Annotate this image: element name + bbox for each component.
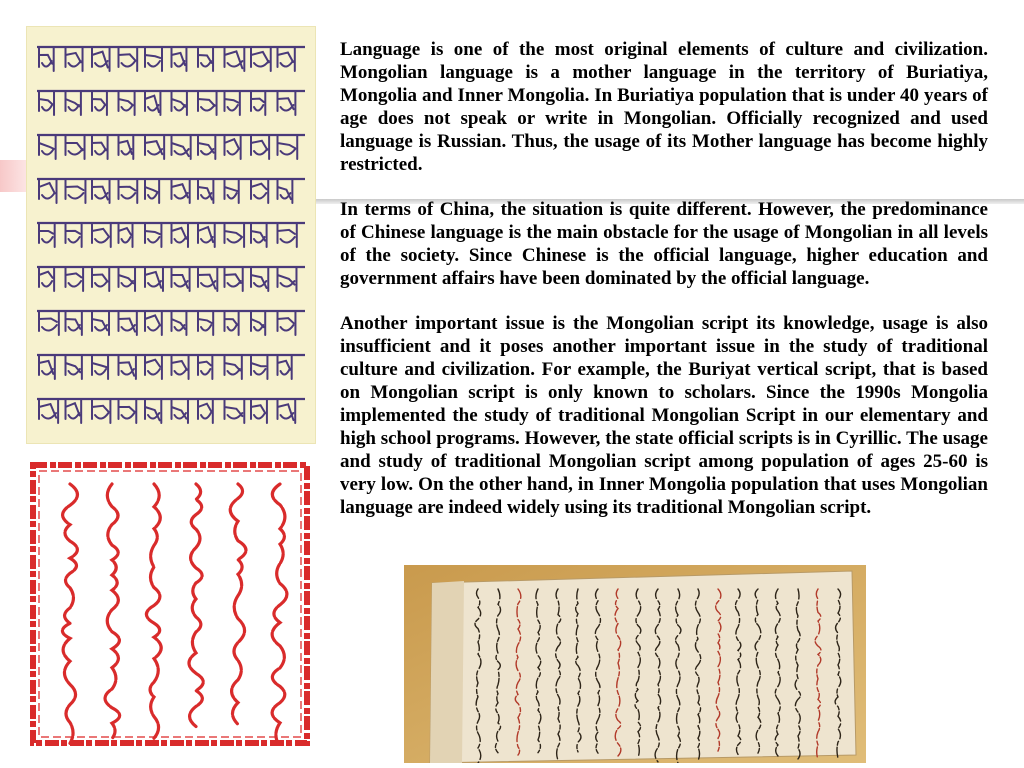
- square-script-glyph: [172, 267, 190, 291]
- square-script-glyph: [119, 135, 134, 159]
- square-script-glyph: [92, 267, 109, 291]
- square-script-glyph: [278, 311, 296, 335]
- square-script-glyph: [225, 355, 242, 379]
- square-script-glyph: [225, 399, 245, 423]
- square-script-glyph: [66, 267, 84, 291]
- square-script-glyph: [225, 135, 241, 159]
- square-script-glyph: [92, 179, 110, 203]
- square-script-glyph: [172, 399, 188, 423]
- square-script-glyph: [119, 311, 137, 335]
- square-script-glyph: [145, 311, 162, 335]
- square-script-glyph: [251, 267, 268, 291]
- square-script-glyph: [119, 223, 133, 247]
- square-script-glyph: [92, 399, 110, 423]
- square-script-glyph: [66, 47, 83, 71]
- square-script-glyph: [198, 311, 213, 335]
- square-script-glyph: [172, 311, 187, 335]
- square-script-glyph: [92, 223, 111, 247]
- square-script-glyph: [198, 223, 215, 247]
- square-script-glyph: [278, 355, 292, 379]
- square-script-glyph: [172, 223, 188, 247]
- body-text: [340, 38, 988, 541]
- square-script-glyph: [172, 179, 190, 203]
- square-script-glyphs: [27, 27, 315, 443]
- seal-glyphs: [30, 462, 310, 746]
- square-script-glyph: [119, 399, 137, 423]
- square-script-glyph: [39, 355, 55, 379]
- square-script-glyph: [66, 135, 85, 159]
- square-script-glyph: [198, 399, 213, 423]
- square-script-glyph: [39, 135, 56, 159]
- square-script-glyph: [278, 47, 295, 71]
- square-script-glyph: [145, 399, 161, 423]
- square-script-glyph: [92, 47, 110, 71]
- square-script-glyph: [145, 223, 161, 247]
- square-script-glyph: [198, 355, 212, 379]
- square-script-glyph: [251, 179, 268, 203]
- square-script-glyph: [251, 91, 265, 115]
- square-script-glyph: [66, 399, 82, 423]
- square-script-glyph: [278, 91, 296, 115]
- square-script-glyph: [39, 399, 58, 423]
- square-script-glyph: [251, 47, 271, 71]
- square-script-glyph: [278, 399, 296, 423]
- square-script-glyph: [225, 91, 240, 115]
- square-script-glyph: [251, 311, 265, 335]
- square-script-glyph: [66, 179, 86, 203]
- square-script-glyph: [92, 311, 109, 335]
- square-script-glyph: [198, 91, 217, 115]
- square-script-glyph: [145, 267, 163, 291]
- square-script-glyph: [172, 91, 187, 115]
- square-script-glyph: [66, 311, 82, 335]
- square-script-glyph: [172, 135, 191, 159]
- square-script-glyph: [278, 135, 298, 159]
- square-script-glyph: [225, 311, 239, 335]
- square-script-glyph: [198, 135, 215, 159]
- square-script-glyph: [145, 135, 164, 159]
- square-script-glyph: [198, 47, 213, 71]
- square-script-glyph: [278, 179, 293, 203]
- paragraph-mongolian-script: Another important issue is the Mongolian script its knowledge, usage is also insufficient and it poses another important issue in the study of traditional culture and civilization. For example, the Buriyat vertical script, that is based on Mongolian script is only known to scholars. Since the 1990s Mongolia implemented the study of traditional Mongolian Script in our elementary and high school programs. However, the state official scripts is in Cyrillic. The usage and study of traditional Mongolian script among population of ages 25-60 is very low. On the other hand, in Inner Mongolia population that uses Mongolian language are indeed widely using its traditional Mongolian script.: [340, 313, 988, 518]
- square-script-glyph: [66, 355, 82, 379]
- square-script-glyph: [225, 179, 239, 203]
- square-script-glyph: [172, 355, 189, 379]
- square-script-glyph: [251, 135, 269, 159]
- square-script-glyph: [145, 47, 162, 71]
- square-script-glyph: [39, 47, 54, 71]
- square-script-glyph: [225, 47, 245, 71]
- paragraph-mongolian-language: Language is one of the most original elements of culture and civilization. Mongolian language is a mother language in the territory of Buriatiya, Mongolia and Inner Mongolia. In Buriatiya population that is under 40 years of age does not speak or write in Mongolian. Officially recognized and used language is Russian. Thus, the usage of its Mother language has become highly restricted.: [340, 39, 988, 175]
- square-script-glyph: [119, 267, 136, 291]
- square-script-glyph: [251, 399, 267, 423]
- square-script-glyph: [92, 355, 108, 379]
- square-script-glyph: [39, 223, 55, 247]
- square-script-glyph: [278, 267, 297, 291]
- square-script-glyph: [198, 179, 213, 203]
- square-script-glyph: [119, 91, 135, 115]
- square-script-glyph: [225, 267, 243, 291]
- square-script-glyph: [39, 311, 59, 335]
- square-script-glyph: [39, 91, 54, 115]
- square-script-glyph: [278, 223, 297, 247]
- square-script-glyph: [39, 267, 54, 291]
- square-script-glyph: [66, 223, 82, 247]
- square-script-glyph: [119, 355, 136, 379]
- square-script-glyph: [66, 91, 81, 115]
- square-script-glyph: [172, 47, 187, 71]
- square-script-glyph: [225, 223, 245, 247]
- square-script-glyph: [119, 47, 138, 71]
- paragraph-china-situation: In terms of China, the situation is quite different. However, the predominance of Chinese language is the main obstacle for the usage of Mongolian in all levels of the society. Since Chinese is the official language, higher education and government affairs have been dominated by the official language.: [340, 199, 988, 289]
- square-script-glyph: [92, 135, 108, 159]
- square-script-glyph: [119, 179, 138, 203]
- square-script-glyph: [251, 223, 267, 247]
- manuscript-page: [404, 565, 866, 763]
- square-script-image: [26, 26, 316, 444]
- square-script-glyph: [145, 355, 162, 379]
- red-seal-image: [30, 462, 310, 746]
- square-script-glyph: [251, 355, 267, 379]
- square-script-glyph: [39, 179, 57, 203]
- manuscript-photo-image: [404, 565, 866, 763]
- square-script-glyph: [92, 91, 107, 115]
- square-script-glyph: [145, 179, 159, 203]
- square-script-glyph: [198, 267, 217, 291]
- square-script-glyph: [145, 91, 160, 115]
